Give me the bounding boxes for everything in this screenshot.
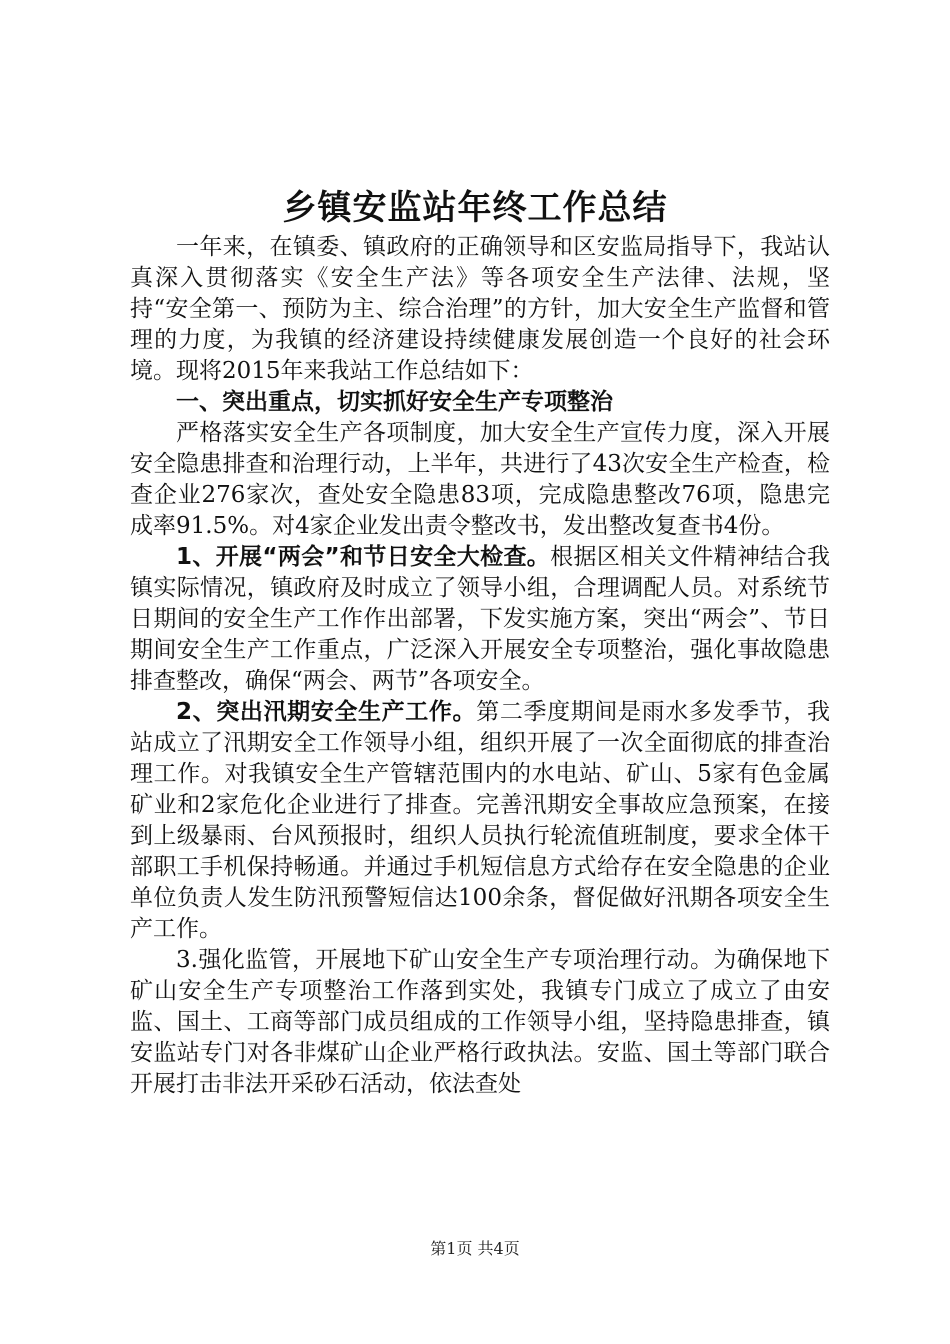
section-heading: 一、突出重点，切实抓好安全生产专项整治 <box>176 389 613 415</box>
item-2-paragraph <box>130 697 830 945</box>
item-1-lead: 1、开展“两会”和节日安全大检查。 <box>176 544 551 570</box>
item-2-body: 第二季度期间是雨水多发季节，我站成立了汛期安全工作领导小组，组织开展了一次全面彻底的排查治理工作。对我镇安全生产管辖范围内的水电站、矿山、5家有色金属矿业和2家危化企业进行了排查。完善汛期安全事故应急预案，在接到上级暴雨、台风预报时，组织人员执行轮流值班制度，要求全体干部职工手机保持畅通。并通过手机短信息方式给存在安全隐患的企业单位负责人发生防汛预警短信达100余条，督促做好汛期各项安全生产工作。 <box>130 699 830 942</box>
section-paragraph: 严格落实安全生产各项制度，加大安全生产宣传力度，深入开展安全隐患排查和治理行动，上半年，共进行了43次安全生产检查，检查企业276家次，查处安全隐患83项，完成隐患整改76项，隐患完成率91.5%。对4家企业发出责令整改书，发出整改复查书4份。 <box>130 420 830 539</box>
item-3-paragraph: 3.强化监管，开展地下矿山安全生产专项治理行动。为确保地下矿山安全生产专项整治工作落到实处，我镇专门成立了成立了由安监、国土、工商等部门成员组成的工作领导小组，坚持隐患排查，镇安监站专门对各非煤矿山企业严格行政执法。安监、国土等部门联合开展打击非法开采砂石活动，依法查处 <box>130 947 830 1097</box>
page-number: 第1页 共4页 <box>430 1239 520 1258</box>
intro-paragraph: 一年来，在镇委、镇政府的正确领导和区安监局指导下，我站认真深入贯彻落实《安全生产法》等各项安全生产法律、法规，坚持“安全第一、预防为主、综合治理”的方针，加大安全生产监督和管理的力度，为我镇的经济建设持续健康发展创造一个良好的社会环境。现将2015年来我站工作总结如下： <box>130 234 830 384</box>
document-title: 乡镇安监站年终工作总结 <box>282 188 668 228</box>
document-body <box>130 232 830 1100</box>
item-1-body: 根据区相关文件精神结合我镇实际情况，镇政府及时成立了领导小组，合理调配人员。对系统节日期间的安全生产工作作出部署，下发实施方案，突出“两会”、节日期间安全生产工作重点，广泛深入开展安全专项整治，强化事故隐患排查整改，确保“两会、两节”各项安全。 <box>130 544 830 694</box>
item-2-lead: 2、突出汛期安全生产工作。 <box>176 699 477 725</box>
item-1-paragraph <box>130 542 830 697</box>
